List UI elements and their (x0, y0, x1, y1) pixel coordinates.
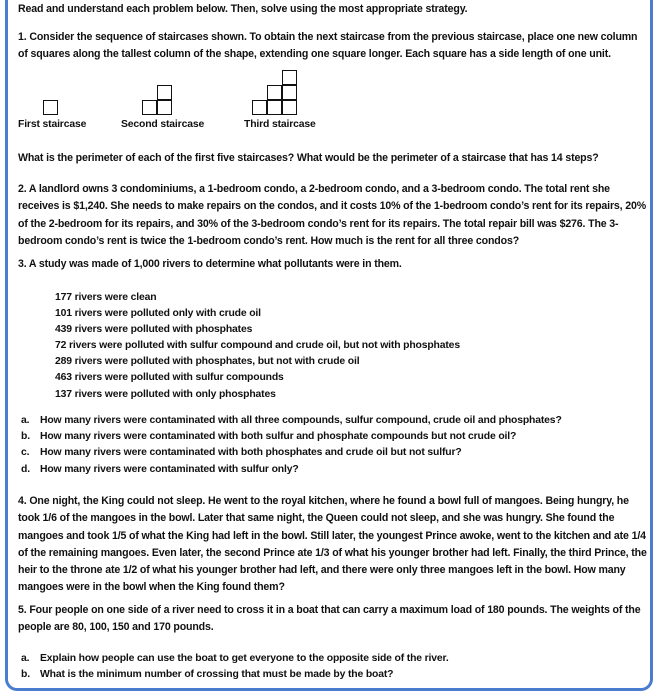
subquestion-text: How many rivers were contaminated with both phosphates and crude oil but not sulfur? (40, 447, 462, 459)
staircase-square (282, 70, 297, 85)
subquestion (21, 429, 562, 445)
river-fact: 177 rivers were clean (55, 292, 157, 303)
subquestion-label: c. (21, 447, 30, 459)
subquestion (21, 462, 562, 478)
subquestion-text: What is the minimum number of crossing that must be made by the boat? (40, 669, 394, 681)
staircase-square (267, 100, 282, 115)
first-staircase-label: First staircase (18, 119, 87, 130)
third-staircase-label: Third staircase (244, 119, 316, 130)
subquestion-text: How many rivers were contaminated with all three compounds, sulfur compound, crude oil and phosphates? (40, 415, 562, 426)
river-fact: 463 rivers were polluted with sulfur compounds (55, 372, 284, 384)
subquestion (21, 667, 449, 683)
problem-3-questions (21, 413, 562, 478)
problem-4-text: 4. One night, the King could not sleep. He went to the royal kitchen, where he found a bowl full of mangoes. Being hungry, he took 1/6 of the mangoes in the bowl. Later that same night, the Queen could not sleep, and she was hungry. She found the mangoes and took 1/5 of what the King had left in the bowl. Still later, the youngest Prince awoke, went to the kitchen and ate 1/4 of the remaining mangoes. Even later, the second Prince ate 1/3 of what his younger brother had left. Finally, the third Prince, the heir to the throne ate 1/2 of what his younger brother had left, and there were only three mangoes left in the bowl. How many mangoes were in the bowl when the King found them? (18, 495, 647, 594)
staircase-square (43, 100, 58, 115)
river-fact: 137 rivers were polluted with only phosphates (55, 388, 276, 400)
subquestion-label: d. (21, 463, 30, 475)
river-fact: 72 rivers were polluted with sulfur compound and crude oil, but not with phosphates (55, 340, 460, 352)
subquestion-label: b. (21, 431, 30, 443)
instructions: Read and understand each problem below. Then, solve using the most appropriate strategy. (18, 3, 468, 15)
staircase-square (282, 100, 297, 115)
staircase-square (267, 85, 282, 100)
staircase-square (157, 85, 172, 100)
staircase-figures (18, 60, 418, 135)
subquestion-text: How many rivers were contaminated with sulfur only? (40, 463, 299, 475)
staircase-square (142, 100, 157, 115)
problem-5-questions (21, 651, 449, 683)
staircase-square (157, 100, 172, 115)
problem-1-text: 1. Consider the sequence of staircases shown. To obtain the next staircase from the previous staircase, place one new column of squares along the tallest column of the shape, extending one square longer. Each square has a side length of one unit. (18, 31, 638, 61)
problem-2-text: 2. A landlord owns 3 condominiums, a 1-bedroom condo, a 2-bedroom condo, and a 3-bedroom condo. The total rent she receives is $1,240. She needs to make repairs on the condos, and it costs 10% of the 1-bedroom condo’s rent for its repairs, 20% of the 2-bedroom for its repairs, and 30% of the 3-bedroom condo’s rent for its repairs. The total repair bill was $276. The 3-bedroom condo’s rent is twice the 1-bedroom condo’s rent. How much is the rent for all three condos? (18, 183, 647, 247)
river-facts-list (55, 290, 460, 403)
problem-1-question: What is the perimeter of each of the first five staircases? What would be the perimeter of a staircase that has 14 steps? (18, 152, 599, 164)
subquestion-text: Explain how people can use the boat to get everyone to the opposite side of the river. (40, 653, 449, 664)
subquestion (21, 413, 562, 429)
subquestion (21, 651, 449, 667)
problem-5-text: 5. Four people on one side of a river need to cross it in a boat that can carry a maximum load of 180 pounds. The weights of the people are 80, 100, 150 and 170 pounds. (18, 604, 641, 634)
staircase-square (252, 100, 267, 115)
second-staircase-label: Second staircase (121, 119, 205, 130)
subquestion-label: b. (21, 669, 30, 681)
subquestion-label: a. (21, 653, 30, 664)
problem-3-text: 3. A study was made of 1,000 rivers to determine what pollutants were in them. (18, 258, 402, 270)
river-fact: 101 rivers were polluted only with crude oil (55, 308, 261, 320)
river-fact: 439 rivers were polluted with phosphates (55, 324, 253, 336)
subquestion-label: a. (21, 415, 30, 426)
subquestion (21, 445, 562, 461)
river-fact: 289 rivers were polluted with phosphates, but not with crude oil (55, 356, 360, 368)
staircase-square (282, 85, 297, 100)
subquestion-text: How many rivers were contaminated with both sulfur and phosphate compounds but not crude oil? (40, 431, 517, 443)
